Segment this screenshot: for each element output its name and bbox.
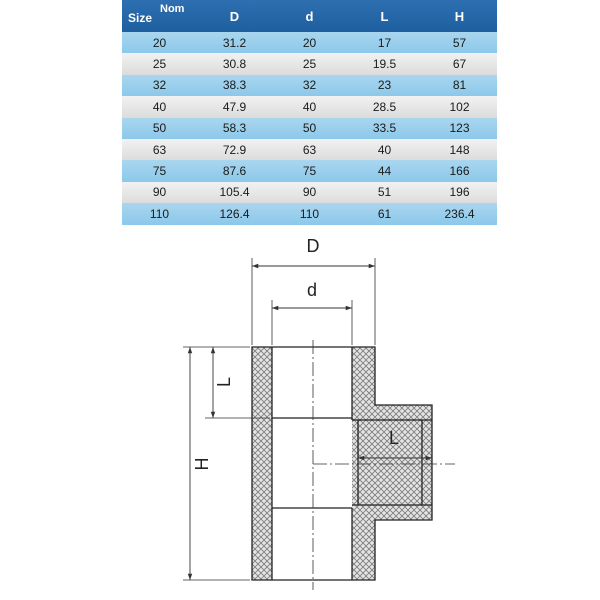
extension-lines (183, 258, 375, 580)
cell-H: 148 (422, 139, 497, 160)
label-socket-depth-side: L (388, 428, 400, 448)
header-H: H (422, 0, 497, 32)
table-row (122, 53, 497, 74)
cell-d: 20 (272, 32, 347, 53)
cell-H: 57 (422, 32, 497, 53)
cell-D: 31.2 (197, 32, 272, 53)
cell-L: 40 (347, 139, 422, 160)
label-socket-depth-top: L (214, 376, 234, 388)
cell-size: 32 (122, 75, 197, 96)
cell-H: 123 (422, 118, 497, 139)
cell-d: 63 (272, 139, 347, 160)
fitting-wall-hatch (252, 347, 432, 580)
table-row (122, 203, 497, 224)
table-row (122, 160, 497, 181)
cell-H: 196 (422, 182, 497, 203)
cell-d: 40 (272, 96, 347, 117)
cell-size: 25 (122, 53, 197, 74)
header-d: d (272, 0, 347, 32)
size-nom-header (122, 0, 197, 32)
cell-size: 75 (122, 160, 197, 181)
cell-L: 17 (347, 32, 422, 53)
cell-L: 33.5 (347, 118, 422, 139)
cell-H: 67 (422, 53, 497, 74)
table-row (122, 182, 497, 203)
nom-label: Nom (160, 3, 185, 15)
cell-D: 47.9 (197, 96, 272, 117)
cell-d: 25 (272, 53, 347, 74)
cell-size: 40 (122, 96, 197, 117)
cell-d: 32 (272, 75, 347, 96)
cell-D: 58.3 (197, 118, 272, 139)
table-row (122, 75, 497, 96)
cell-size: 110 (122, 203, 197, 224)
cell-D: 30.8 (197, 53, 272, 74)
table-header-row (122, 0, 497, 32)
cell-L: 44 (347, 160, 422, 181)
cell-size: 20 (122, 32, 197, 53)
label-outer-diameter: D (306, 236, 320, 256)
spec-table (122, 0, 497, 225)
cell-H: 102 (422, 96, 497, 117)
header-L: L (347, 0, 422, 32)
cell-D: 72.9 (197, 139, 272, 160)
cell-H: 236.4 (422, 203, 497, 224)
tee-fitting-drawing (0, 230, 600, 600)
cell-H: 81 (422, 75, 497, 96)
cell-d: 90 (272, 182, 347, 203)
cell-d: 75 (272, 160, 347, 181)
table-row (122, 139, 497, 160)
size-label: Size (128, 11, 153, 25)
table-row (122, 32, 497, 53)
header-D: D (197, 0, 272, 32)
table-row (122, 118, 497, 139)
cell-L: 61 (347, 203, 422, 224)
cell-D: 105.4 (197, 182, 272, 203)
cell-L: 19.5 (347, 53, 422, 74)
label-inner-diameter: d (306, 280, 318, 300)
cell-d: 50 (272, 118, 347, 139)
cell-L: 28.5 (347, 96, 422, 117)
cell-L: 51 (347, 182, 422, 203)
table-row (122, 96, 497, 117)
cell-size: 63 (122, 139, 197, 160)
label-height: H (192, 457, 212, 471)
cell-size: 50 (122, 118, 197, 139)
cell-L: 23 (347, 75, 422, 96)
cell-d: 110 (272, 203, 347, 224)
cell-D: 87.6 (197, 160, 272, 181)
cell-D: 126.4 (197, 203, 272, 224)
cell-D: 38.3 (197, 75, 272, 96)
cell-size: 90 (122, 182, 197, 203)
cell-H: 166 (422, 160, 497, 181)
